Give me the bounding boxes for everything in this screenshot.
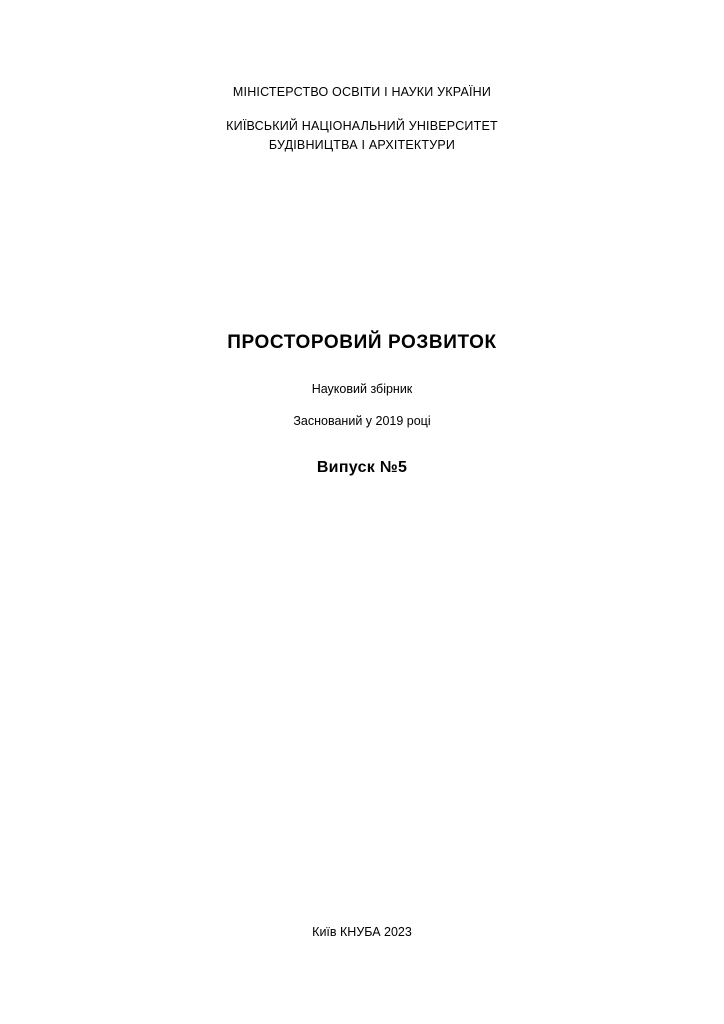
- ministry-heading: МІНІСТЕРСТВО ОСВІТИ І НАУКИ УКРАЇНИ: [232, 85, 492, 99]
- publication-subtitle: Науковий збірник: [311, 382, 413, 396]
- university-name-line-1: КИЇВСЬКИЙ НАЦІОНАЛЬНИЙ УНІВЕРСИТЕТ: [226, 119, 498, 133]
- imprint-line: Київ КНУБА 2023: [312, 925, 412, 939]
- publication-title: ПРОСТОРОВИЙ РОЗВИТОК: [227, 332, 497, 353]
- founded-year-text: Заснований у 2019 році: [293, 414, 431, 428]
- university-heading: [0, 117, 724, 155]
- issue-number: Випуск №5: [316, 459, 408, 476]
- university-name-line-2: БУДІВНИЦТВА І АРХІТЕКТУРИ: [268, 138, 456, 152]
